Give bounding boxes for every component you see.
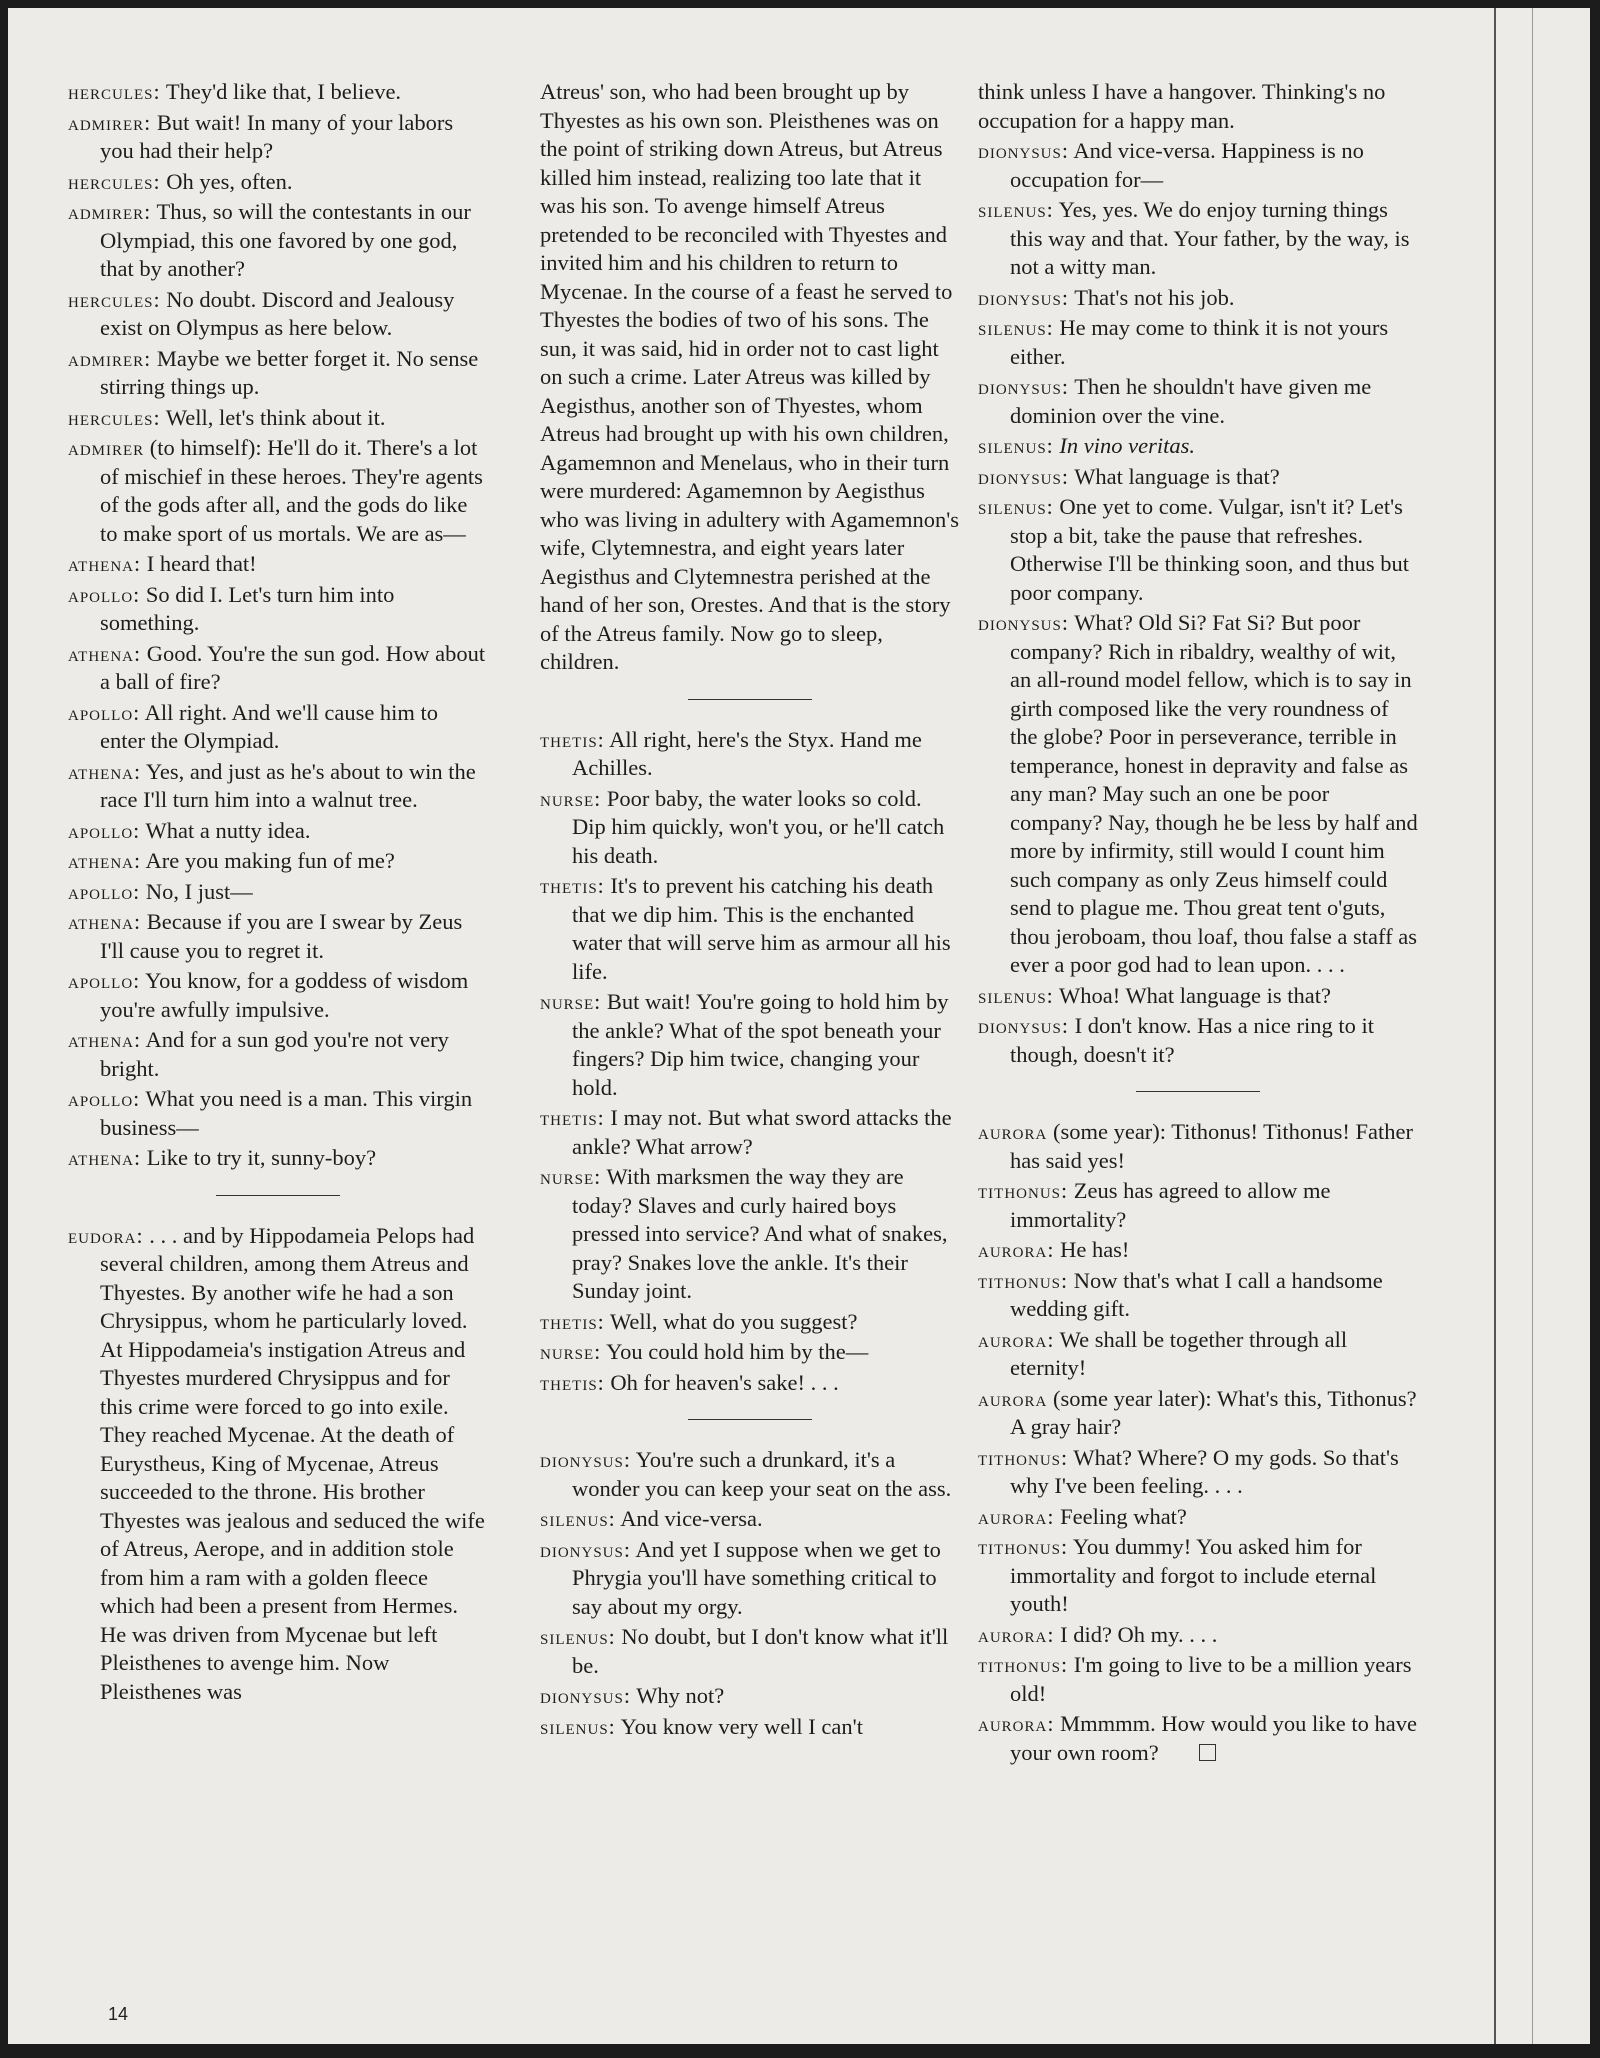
speaker-name: aurora: xyxy=(978,1326,1055,1352)
page-edge-rule-outer xyxy=(1532,8,1533,2044)
dialogue-line xyxy=(68,758,488,815)
speaker-name: hercules: xyxy=(68,286,161,312)
dialogue-line xyxy=(68,1026,488,1083)
dialogue-text: You dummy! You asked him for immortality and forgot to include eternal youth! xyxy=(1010,1534,1377,1616)
dialogue-line xyxy=(68,640,488,697)
dialogue-line xyxy=(540,1338,960,1367)
dialogue-text: Now that's what I call a handsome wedding gift. xyxy=(1010,1267,1383,1321)
dialogue-text: Oh for heaven's sake! . . . xyxy=(610,1369,839,1395)
dialogue-text: I heard that! xyxy=(146,551,257,576)
dialogue-line xyxy=(978,1503,1418,1532)
dialogue-line xyxy=(978,137,1418,194)
dialogue-line xyxy=(978,609,1418,980)
dialogue-text: Yes, yes. We do enjoy turning things this way and that. Your father, by the way, is not a witty man. xyxy=(1010,197,1410,279)
speaker-name: athena: xyxy=(68,909,142,934)
speaker-name: silenus: xyxy=(978,982,1054,1008)
speaker-name: dionysus: xyxy=(978,284,1069,310)
dialogue-line xyxy=(978,1177,1418,1234)
dialogue-text: What? Old Si? Fat Si? But poor company? Rich in ribaldry, wealthy of wit, an all-round model fellow, which is to say in girth composed like the very roundness of the globe? Poor in perseverance, terrible in temperance, honest in depravity and false as any man? May such an one be poor company? Nay, though he be less by half and more by infirmity, still would I count him such company as only Zeus himself could send to plague me. Thou great tent o'guts, thou jeroboam, thou loaf, thou false a staff as ever a poor god had to lean upon. . . . xyxy=(1010,610,1418,977)
dialogue-line xyxy=(978,1118,1418,1175)
dialogue-text: It's to prevent his catching his death that we dip him. This is the enchanted water that will serve him as armour all his life. xyxy=(572,873,951,984)
dialogue-text: Atreus' son, who had been brought up by Thyestes as his own son. Pleisthenes was on the point of striking down Atreus, but Atreus killed him instead, realizing too late that it was his son. To avenge himself Atreus pretended to be reconciled with Thyestes and invited him and his children to return to Mycenae. In the course of a feast he served to Thyestes the bodies of two of his sons. The sun, it was said, hid in order not to cast light on such a crime. Later Atreus was killed by Aegisthus, another son of Thyestes, whom Atreus had brought up with his own children, Agamemnon and Menelaus, who in their turn were murdered: Agamemnon by Aegisthus who was living in adultery with Agamemnon's wife, Clytemnestra, and eight years later Aegisthus and Clytemnestra perished at the hand of her son, Orestes. And that is the story of the Atreus family. Now go to sleep, children. xyxy=(540,79,960,674)
dialogue-text: (to himself): He'll do it. There's a lot of mischief in these heroes. They're agents of the gods after all, and the gods do like to make sport of us mortals. We are as— xyxy=(100,435,483,546)
section-separator xyxy=(688,699,812,700)
speaker-name: silenus: xyxy=(540,1506,616,1531)
speaker-name: hercules: xyxy=(68,404,161,430)
dialogue-text: I may not. But what sword attacks the ankle? What arrow? xyxy=(572,1105,952,1159)
dialogue-line xyxy=(978,432,1418,461)
speaker-name: apollo: xyxy=(68,699,141,725)
section-separator xyxy=(216,1195,340,1196)
speaker-name: apollo: xyxy=(68,581,141,607)
speaker-name: tithonus: xyxy=(978,1267,1069,1293)
dialogue-line xyxy=(978,1012,1418,1069)
dialogue-text: You know, for a goddess of wisdom you're awfully impulsive. xyxy=(100,968,469,1022)
dialogue-line xyxy=(68,581,488,638)
dialogue-text: And yet I suppose when we get to Phrygia you'll have something critical to say about my orgy. xyxy=(572,1536,941,1619)
dialogue-line xyxy=(540,1505,960,1534)
speaker-name: admirer: xyxy=(68,345,152,371)
speaker-name: admirer: xyxy=(68,199,152,224)
speaker-name: tithonus: xyxy=(978,1178,1069,1203)
dialogue-text: No, I just— xyxy=(145,878,253,904)
dialogue-line xyxy=(68,404,488,433)
dialogue-text: But wait! You're going to hold him by the ankle? What of the spot beneath your fingers? Dip him twice, changing your hold. xyxy=(572,989,949,1100)
speaker-name: thetis: xyxy=(540,726,605,752)
dialogue-text: Like to try it, sunny-boy? xyxy=(146,1145,377,1170)
dialogue-text: . . . and by Hippodameia Pelops had several children, among them Atreus and Thyestes. By another wife he had a son Chrysippus, whom he particularly loved. At Hippodameia's instigation Atreus and Thyestes murdered Chrysippus and for this crime were forced to go into exile. They reached Mycenae. At the death of Eurystheus, King of Mycenae, Atreus succeeded to the throne. His brother Thyestes was jealous and seduced the wife of Atreus, Aerope, and in addition stole from him a ram with a golden fleece which had been a present from Hermes. He was driven from Mycenae but left Pleisthenes to avenge him. Now Pleisthenes was xyxy=(100,1222,485,1704)
speaker-name: tithonus: xyxy=(978,1534,1069,1559)
dialogue-line xyxy=(540,1713,960,1742)
speaker-name: silenus: xyxy=(978,433,1054,458)
dialogue-line xyxy=(978,284,1418,313)
dialogue-line xyxy=(540,1163,960,1306)
dialogue-line xyxy=(68,550,488,579)
speaker-name: dionysus: xyxy=(540,1536,631,1562)
dialogue-line xyxy=(68,198,488,284)
dialogue-line xyxy=(978,1385,1418,1442)
dialogue-line xyxy=(978,1710,1418,1767)
dialogue-line xyxy=(978,1236,1418,1265)
speaker-name: athena: xyxy=(68,1145,142,1170)
page-number: 14 xyxy=(108,2004,129,2024)
section-separator xyxy=(1136,1091,1260,1092)
speaker-name: hercules: xyxy=(68,168,161,194)
dialogue-line xyxy=(540,872,960,986)
dialogue-line xyxy=(68,1222,488,1707)
dialogue-line xyxy=(68,434,488,548)
dialogue-line xyxy=(68,1144,488,1173)
text-column-2 xyxy=(540,78,960,1743)
dialogue-text: Well, what do you suggest? xyxy=(610,1308,858,1334)
dialogue-text: (some year): Tithonus! Tithonus! Father has said yes! xyxy=(1010,1119,1413,1173)
speaker-name: admirer xyxy=(68,435,145,460)
dialogue-text: I'm going to live to be a million years old! xyxy=(1010,1652,1412,1706)
dialogue-line xyxy=(68,168,488,197)
speaker-name: dionysus: xyxy=(978,1013,1069,1038)
dialogue-line xyxy=(978,373,1418,430)
dialogue-text: One yet to come. Vulgar, isn't it? Let's stop a bit, take the pause that refreshes. Otherwise I'll be thinking soon, and thus but poor company. xyxy=(1010,494,1410,605)
dialogue-line xyxy=(978,493,1418,607)
speaker-name: dionysus: xyxy=(978,374,1069,399)
speaker-name: aurora: xyxy=(978,1711,1055,1736)
dialogue-line xyxy=(540,726,960,783)
dialogue-text: With marksmen the way they are today? Slaves and curly haired boys pressed into service? And what of snakes, pray? Snakes love the ankle. It's their Sunday joint. xyxy=(572,1164,948,1303)
speaker-name: nurse: xyxy=(540,1164,602,1189)
speaker-name: thetis: xyxy=(540,873,605,898)
dialogue-line xyxy=(978,463,1418,492)
dialogue-text: And for a sun god you're not very bright. xyxy=(100,1027,449,1081)
speaker-name: dionysus: xyxy=(540,1447,631,1472)
dialogue-text: All right, here's the Styx. Hand me Achilles. xyxy=(572,726,922,780)
dialogue-text: Whoa! What language is that? xyxy=(1059,982,1331,1008)
speaker-name: aurora: xyxy=(978,1237,1055,1262)
speaker-name: dionysus: xyxy=(978,610,1069,635)
speaker-name: silenus: xyxy=(978,197,1054,222)
dialogue-text: You know very well I can't xyxy=(620,1713,863,1739)
dialogue-text: Mmmmm. How would you like to have your own room? xyxy=(1010,1711,1417,1765)
dialogue-line xyxy=(540,1104,960,1161)
dialogue-line xyxy=(978,314,1418,371)
dialogue-text: In vino veritas. xyxy=(1059,433,1196,458)
dialogue-line xyxy=(68,286,488,343)
dialogue-line xyxy=(68,847,488,876)
dialogue-text: So did I. Let's turn him into something. xyxy=(100,581,395,635)
speaker-name: aurora: xyxy=(978,1621,1055,1647)
speaker-name: silenus: xyxy=(978,494,1054,519)
dialogue-line xyxy=(68,109,488,166)
speaker-name: hercules: xyxy=(68,79,161,104)
dialogue-line xyxy=(540,988,960,1102)
speaker-name: silenus: xyxy=(978,315,1054,340)
speaker-name: aurora xyxy=(978,1385,1048,1411)
dialogue-text: He has! xyxy=(1060,1237,1130,1262)
dialogue-text: What you need is a man. This virgin business— xyxy=(100,1086,473,1140)
dialogue-text: Thus, so will the contestants in our Olympiad, this one favored by one god, that by another? xyxy=(100,199,471,281)
dialogue-line xyxy=(68,699,488,756)
dialogue-line xyxy=(68,967,488,1024)
speaker-name: dionysus: xyxy=(978,138,1069,163)
speaker-name: aurora: xyxy=(978,1503,1055,1529)
dialogue-line xyxy=(978,1444,1418,1501)
dialogue-line xyxy=(540,1623,960,1680)
speaker-name: thetis: xyxy=(540,1369,605,1395)
dialogue-text: Oh yes, often. xyxy=(166,168,293,194)
speaker-name: athena: xyxy=(68,848,142,873)
speaker-name: thetis: xyxy=(540,1105,605,1130)
dialogue-line xyxy=(540,1536,960,1622)
dialogue-line xyxy=(68,878,488,907)
dialogue-text: All right. And we'll cause him to enter the Olympiad. xyxy=(100,699,439,753)
speaker-name: dionysus: xyxy=(978,463,1069,489)
speaker-name: admirer: xyxy=(68,109,152,135)
dialogue-text: Maybe we better forget it. No sense stirring things up. xyxy=(100,345,479,399)
dialogue-line xyxy=(540,78,960,677)
text-column-3 xyxy=(978,78,1418,1769)
speaker-name: silenus: xyxy=(540,1624,616,1649)
dialogue-line xyxy=(978,1267,1418,1324)
dialogue-text: No doubt, but I don't know what it'll be. xyxy=(572,1624,949,1678)
dialogue-line xyxy=(68,78,488,107)
speaker-name: athena: xyxy=(68,1027,142,1052)
dialogue-line xyxy=(540,1308,960,1337)
dialogue-line xyxy=(978,196,1418,282)
dialogue-line xyxy=(540,785,960,871)
dialogue-text: He may come to think it is not yours either. xyxy=(1010,315,1389,369)
speaker-name: tithonus: xyxy=(978,1444,1069,1470)
dialogue-line xyxy=(540,1446,960,1503)
dialogue-text: think unless I have a hangover. Thinking's no occupation for a happy man. xyxy=(978,79,1386,133)
text-column-1 xyxy=(68,78,488,1708)
dialogue-text: Feeling what? xyxy=(1060,1503,1187,1529)
dialogue-text: Then he shouldn't have given me dominion over the vine. xyxy=(1010,374,1372,428)
speaker-name: athena: xyxy=(68,551,142,576)
dialogue-line xyxy=(978,78,1418,135)
dialogue-text: What? Where? O my gods. So that's why I've been feeling. . . . xyxy=(1010,1444,1399,1498)
dialogue-line xyxy=(978,1533,1418,1619)
dialogue-text: Because if you are I swear by Zeus I'll cause you to regret it. xyxy=(100,909,463,963)
dialogue-line xyxy=(68,1085,488,1142)
speaker-name: eudora: xyxy=(68,1222,144,1248)
dialogue-text: I don't know. Has a nice ring to it though, doesn't it? xyxy=(1010,1013,1375,1067)
dialogue-text: Well, let's think about it. xyxy=(165,404,386,430)
dialogue-text: They'd like that, I believe. xyxy=(165,79,402,104)
dialogue-line xyxy=(540,1682,960,1711)
speaker-name: thetis: xyxy=(540,1308,605,1334)
dialogue-line xyxy=(68,345,488,402)
dialogue-line xyxy=(68,817,488,846)
dialogue-text: What a nutty idea. xyxy=(145,817,311,843)
speaker-name: athena: xyxy=(68,758,142,784)
dialogue-text: You could hold him by the— xyxy=(606,1339,869,1364)
dialogue-text: Why not? xyxy=(636,1683,725,1708)
dialogue-text: Good. You're the sun god. How about a ball of fire? xyxy=(100,640,486,694)
speaker-name: apollo: xyxy=(68,968,141,993)
speaker-name: nurse: xyxy=(540,989,602,1014)
dialogue-line xyxy=(978,1621,1418,1650)
dialogue-text: That's not his job. xyxy=(1074,284,1235,310)
speaker-name: dionysus: xyxy=(540,1683,631,1708)
dialogue-text: Are you making fun of me? xyxy=(145,848,395,873)
speaker-name: nurse: xyxy=(540,1339,602,1364)
dialogue-line xyxy=(540,1369,960,1398)
dialogue-text: Yes, and just as he's about to win the race I'll turn him into a walnut tree. xyxy=(100,758,476,812)
speaker-name: aurora xyxy=(978,1119,1048,1144)
dialogue-text: And vice-versa. Happiness is no occupation for— xyxy=(1010,138,1364,192)
section-separator xyxy=(688,1419,812,1420)
dialogue-line xyxy=(978,982,1418,1011)
dialogue-text: You're such a drunkard, it's a wonder you can keep your seat on the ass. xyxy=(572,1447,952,1501)
speaker-name: tithonus: xyxy=(978,1652,1069,1677)
magazine-page xyxy=(8,8,1590,2044)
dialogue-text: I did? Oh my. . . . xyxy=(1060,1621,1218,1647)
dialogue-line xyxy=(978,1651,1418,1708)
dialogue-text: No doubt. Discord and Jealousy exist on Olympus as here below. xyxy=(100,286,455,340)
dialogue-text: Zeus has agreed to allow me immortality? xyxy=(1010,1178,1331,1232)
speaker-name: athena: xyxy=(68,640,142,666)
dialogue-text: (some year later): What's this, Tithonus? A gray hair? xyxy=(1010,1385,1417,1439)
dialogue-text: What language is that? xyxy=(1074,463,1280,489)
speaker-name: apollo: xyxy=(68,817,141,843)
dialogue-line xyxy=(978,1326,1418,1383)
dialogue-text: We shall be together through all eternity! xyxy=(1010,1326,1348,1380)
end-mark-icon xyxy=(1199,1744,1216,1761)
speaker-name: silenus: xyxy=(540,1713,616,1739)
dialogue-text: Poor baby, the water looks so cold. Dip him quickly, won't you, or he'll catch his death. xyxy=(572,785,945,868)
speaker-name: apollo: xyxy=(68,1086,141,1111)
dialogue-text: But wait! In many of your labors you had their help? xyxy=(100,109,454,163)
dialogue-text: And vice-versa. xyxy=(620,1506,763,1531)
speaker-name: apollo: xyxy=(68,878,141,904)
page-edge-rule xyxy=(1494,8,1496,2044)
speaker-name: nurse: xyxy=(540,785,602,811)
dialogue-line xyxy=(68,908,488,965)
